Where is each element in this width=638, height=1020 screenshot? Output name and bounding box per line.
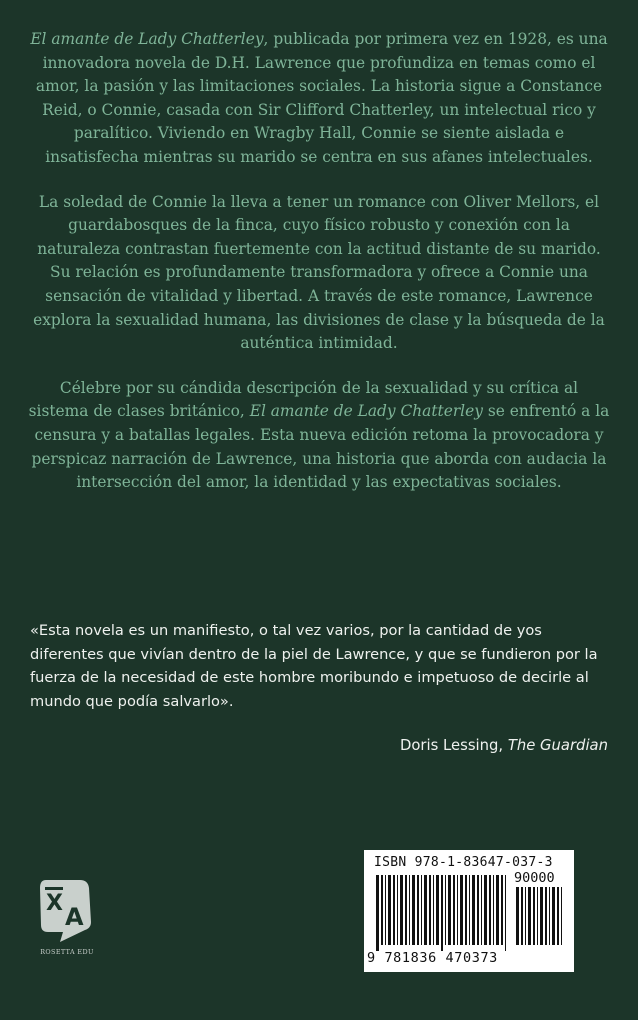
barcode-bar xyxy=(445,875,446,945)
barcode-bar xyxy=(481,875,482,945)
barcode-bar xyxy=(376,875,379,951)
barcode-bar xyxy=(453,875,455,945)
quote-source: The Guardian xyxy=(507,737,608,754)
barcode-bar xyxy=(448,875,451,945)
quote-author: Doris Lessing, xyxy=(399,737,508,754)
barcode-bar xyxy=(528,887,531,945)
blurb-paragraph-3 xyxy=(28,377,610,495)
quote-attribution xyxy=(400,737,608,754)
barcode-bar xyxy=(561,887,562,945)
barcode-bar xyxy=(400,875,403,945)
barcode-bar xyxy=(484,875,487,945)
publisher-logo xyxy=(36,876,98,958)
barcode-bar xyxy=(505,875,506,951)
barcode-bar xyxy=(405,875,407,945)
barcode-bar xyxy=(489,875,491,945)
svg-text:A: A xyxy=(65,903,84,931)
barcode-bar xyxy=(533,887,535,945)
publisher-name: ROSETTA EDU xyxy=(40,948,94,956)
barcode-bar xyxy=(429,875,431,945)
barcode-addon-number: 90000 xyxy=(514,870,555,886)
barcode-bar xyxy=(460,875,463,945)
barcode-bar xyxy=(397,875,398,945)
barcode-bar xyxy=(549,887,550,945)
barcode-bar xyxy=(521,887,523,945)
blurb-paragraph-2: La soledad de Connie la lleva a tener un romance con Oliver Mellors, el guardabosques de la finca, cuyo físico robusto y conexión con la naturaleza contrastan fuertemente con la actitud distante de su marido. Su relación es profundamente transformadora y ofrece a Connie una sensación de vitalidad y libertad. A través de este romance, Lawrence explora la sexualidad humana, las divisiones de clase y la búsqueda de la auténtica intimidad. xyxy=(33,192,605,353)
barcode-bar xyxy=(516,887,519,945)
svg-text:X: X xyxy=(46,891,63,916)
barcode-bar xyxy=(388,875,391,945)
barcode-bar xyxy=(469,875,470,945)
barcode-bar xyxy=(433,875,434,945)
text-run: Célebre por su cándida descripción de la sexualidad y su crítica al sistema de clases británico, xyxy=(28,378,579,421)
barcode-bar xyxy=(465,875,467,945)
barcode-bar xyxy=(412,875,415,945)
barcode-bar xyxy=(409,875,410,945)
barcode-bar xyxy=(501,875,503,945)
barcode-bar xyxy=(493,875,494,945)
barcode-bar xyxy=(417,875,419,945)
barcode-bar xyxy=(552,887,555,945)
barcode-bar xyxy=(457,875,458,945)
blurb-paragraph-1 xyxy=(28,28,610,170)
barcode-bar xyxy=(545,887,547,945)
text-run: , publicada por primera vez en 1928, es una innovadora novela de D.H. Lawrence que profundiza en temas como el amor, la pasión y las limitaciones sociales. La historia sigue a Constance Reid, o Connie, casada con Sir Clifford Chatterley, un intelectual rico y paralítico. Viviendo en Wragby Hall, Connie se siente aislada e insatisfecha mientras su marido se centra en sus afanes intelectuales. xyxy=(35,30,608,166)
barcode-bar xyxy=(381,875,383,945)
barcode-bar xyxy=(496,875,499,945)
book-title-italic: El amante de Lady Chatterley xyxy=(30,30,264,48)
text-run: se enfrentó a la censura y a batallas legales. Esta nueva edición retoma la provocadora y perspicaz narración de Lawrence, una historia que aborda con audacia la intersección del amor, la identidad y las expectativas sociales. xyxy=(31,402,610,492)
barcode-bar xyxy=(525,887,526,945)
review-quote: «Esta novela es un manifiesto, o tal vez varios, por la cantidad de yos diferentes que vivían dentro de la piel de Lawrence, y que se fundieron por la fuerza de la necesidad de este hombre moribundo e impetuoso de decirle al mundo que podía salvarlo». xyxy=(30,622,598,710)
barcode-bar xyxy=(537,887,538,945)
barcode-bars-addon xyxy=(516,887,564,951)
barcode-bar xyxy=(421,875,422,945)
barcode-digits: 9 781836 470373 xyxy=(367,950,498,966)
barcode-bar xyxy=(540,887,543,945)
barcode-bar xyxy=(393,875,395,945)
barcode-bar xyxy=(472,875,475,945)
barcode-bar xyxy=(436,875,439,945)
barcode-bar xyxy=(424,875,427,945)
barcode-bar xyxy=(477,875,479,945)
translate-icon xyxy=(36,876,98,946)
back-cover-blurb xyxy=(28,28,610,516)
barcode-bars-main xyxy=(376,875,510,951)
book-title-italic: El amante de Lady Chatterley xyxy=(249,402,483,421)
barcode-bar xyxy=(441,875,443,951)
isbn-label: ISBN 978-1-83647-037-3 xyxy=(374,855,553,870)
isbn-barcode xyxy=(364,850,574,972)
barcode-bar xyxy=(557,887,559,945)
barcode-bar xyxy=(385,875,386,945)
